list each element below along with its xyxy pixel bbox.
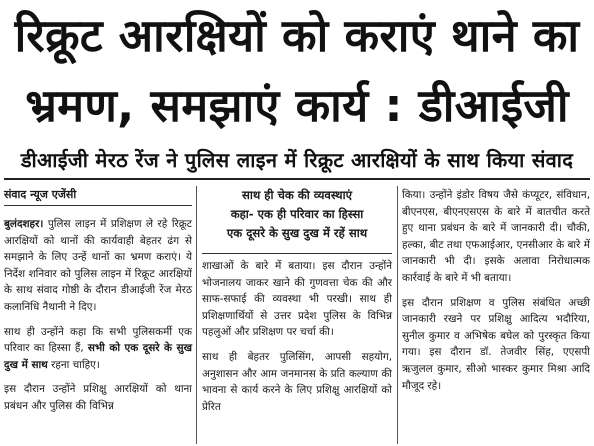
pull-quote-line-3: एक दूसरे के सुख दुख में रहें साथ [226,226,368,240]
paragraph-1-text: पुलिस लाइन में प्रशिक्षण ले रहे रिक्रूट आरक्षियों को थानों की कार्यवाही बेहतर ढंग से समझाने के लिए उन्हें थानों का भ्रमण कराएं। ये निर्देश शनिवार को पुलिस लाइन में रिक्रूट आरक्षियों के साथ संवाद गोष्ठी के दौरान डीआईजी रेंज मेरठ कलानिधि नैथानी ने दिए। [4,218,192,313]
paragraph-5: साथ ही बेहतर पुलिसिंग, आपसी सहयोग, अनुशासन और आम जनमानस के प्रति कल्याण की भावना से कार्य करने के लिए प्रशिक्षु आरक्षियों को प्रेरित [202,350,392,413]
headline-divider [4,178,590,180]
paragraph-3: इस दौरान उन्होंने प्रशिक्षु आरक्षियों को थाना प्रबंधन और पुलिस की विभिन्न [4,383,192,412]
byline-divider [4,205,192,206]
paragraph-2 [4,324,192,374]
byline: संवाद न्यूज एजेंसी [4,188,77,201]
paragraph-2-text: साथ ही उन्होंने कहा कि सभी पुलिसकर्मी एक परिवार का हिस्सा हैं, [4,325,192,355]
column-divider-2 [397,186,398,444]
paragraph-6: किया। उन्होंने इंडोर विषय जैसे कंप्यूटर, संविधान, बीएनएस, बीएनएसएस के बारे में बातचीत करते हुए थाना प्रबंधन के बारे में जानकारी दी। चौकी, हल्का, बीट तथा एफआईआर, एनसीआर के बारे में जानकारी भी दी। इसके अलावा निरोधात्मक कार्रवाई के बारे में भी बताया। [402,189,590,284]
pull-quote-line-1: साथ ही चेक की व्यवस्थाएं [242,188,352,202]
column-divider-1 [196,186,197,444]
highlight-text: सभी को एक दूसरे के सुख दुख में साथ [4,342,192,371]
paragraph-7: इस दौरान प्रशिक्षण व पुलिस संबंधित अच्छी जानकारी रखने पर प्रशिक्षु आदित्य भदौरिया, सुनील कुमार व अभिषेक बघेल को पुरस्कृत किया गया। इस दौरान डॉ. तेजवीर सिंह, एएसपी ऋजुलल कुमार, सीओ भास्कर कुमार मिश्रा आदि मौजूद रहे। [402,296,590,392]
article-column-1 [4,216,192,415]
article-column-3 [402,187,590,394]
headline-line-2: भ्रमण, समझाएं कार्य : डीआईजी [25,79,569,132]
paragraph-2-end: रहना चाहिए। [51,358,100,371]
paragraph-1 [4,216,192,316]
paragraph-4: शाखाओं के बारे में बताया। इस दौरान उन्होंने भोजनालय जाकर खाने की गुणवत्ता चेक की और साफ-सफाई की व्यवस्था भी परखी। साथ ही प्रशिक्षणार्थियों से उत्तर प्रदेश पुलिस के विभिन्न पहलुओं और प्रशिक्षण पर चर्चा की। [202,260,392,339]
subheadline: डीआईजी मेरठ रेंज ने पुलिस लाइन में रिक्रूट आरक्षियों के साथ किया संवाद [20,148,574,172]
article-column-2 [202,258,392,415]
pull-quote-divider [202,253,392,254]
dateline: बुलंदशहर। [4,218,44,230]
pull-quote [202,186,392,252]
headline-line-1: रिक्रूट आरक्षियों को कराएं थाने का [14,9,580,62]
pull-quote-line-2: कहा- एक ही परिवार का हिस्सा [230,207,364,221]
